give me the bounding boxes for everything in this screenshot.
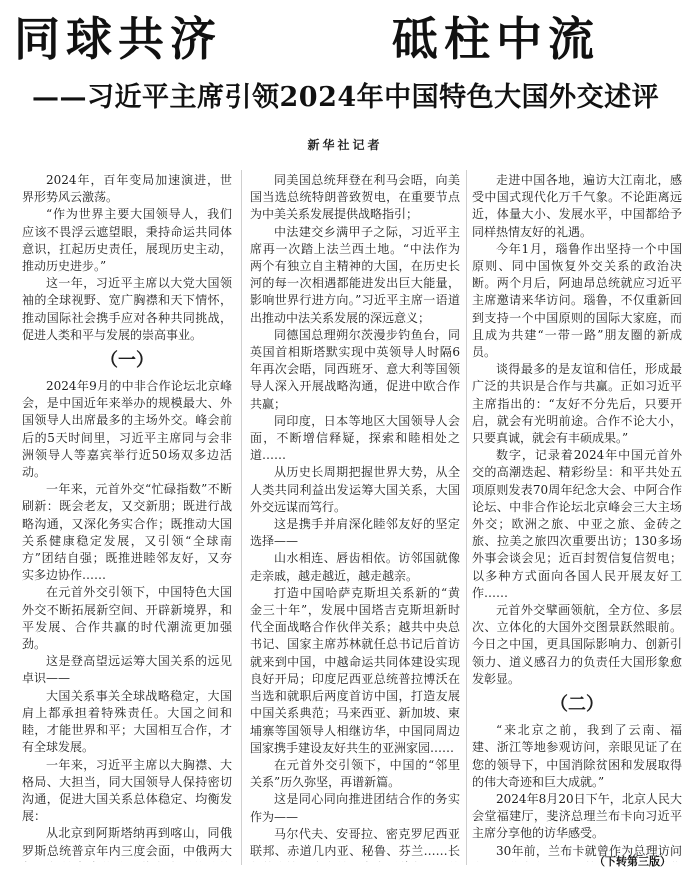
article-column-2 (250, 172, 460, 862)
paragraph: 数字，记录着2024年中国元首外交的高潮迭起、精彩纷呈：和平共处五项原则发表70周年纪念大会、中阿合作论坛、中非合作论坛北京峰会三大主场外交；欧洲之旅、中亚之旅、金砖之旅、拉美之旅四次重要出访；130多场外事会谈会见；近百封贺信复信贺电；以多种方式面向各国人民开展友好工作…… (472, 448, 682, 600)
column-divider (466, 170, 467, 865)
paragraph: 2024年9月的中非合作论坛北京峰会，是中国近年来举办的规模最大、外国领导人出席最多的主场外交。峰会前后的5天时间里，习近平主席同与会非洲领导人等嘉宾举行近50场双多边活动。 (22, 379, 232, 480)
byline: 新华社记者 (307, 138, 383, 152)
paragraph: 马尔代夫、安哥拉、密克罗尼西亚联邦、赤道几内亚、秘鲁、芬兰……长 (250, 826, 460, 858)
paragraph: “来北京之前，我到了云南、福建、浙江等地参观访问，亲眼见证了在您的领导下，中国消除贫困和发展取得的伟大奇迹和巨大成就。” (472, 723, 682, 789)
paragraph: 打造中国哈萨克斯坦关系新的“黄金三十年”，发展中国塔吉克斯坦新时代全面战略合作伙伴关系；越共中央总书记、国家主席苏林就任总书记后首访就来到中国，中越命运共同体建设实现良好开局；印度尼西亚总统普拉博沃在当选和就职后两度首访中国，打造友展中国关系典范；马来西亚、新加坡、柬埔寨等国领导人相继访华，中国同周边国家携手建设友好共生的亚洲家园…… (250, 585, 460, 755)
paragraph: 在元首外交引领下，中国的“邻里关系”历久弥坚，再谱新篇。 (250, 757, 460, 790)
paragraph: 在元首外交引领下，中国特色大国外交不断拓展新空间、开辟新境界，和平发展、合作共赢的时代潮流更加强劲。 (22, 585, 232, 652)
paragraph: “作为世界主要大国领导人，我们应该不畏浮云遮望眼，秉持命运共同体意识，扛起历史责任，展现历史主动，推动历史进步。” (22, 207, 232, 274)
paragraph: 一年来，元首外交“忙碌指数”不断刷新：既会老友，又交新朋；既进行战略沟通，又深化务实合作；既推动大国关系健康稳定发展，又引领“全球南方”团结自强；既推进睦邻友好，又夯实多边协作…… (22, 482, 232, 583)
paragraph: 这是同心同向推进团结合作的务实作为—— (250, 792, 460, 824)
paragraph: 2024年8月20日下午，北京人民大会堂福建厅，斐济总理兰布卡向习近平主席分享他的访华感受。 (472, 791, 682, 841)
section-heading-1: （一） (100, 350, 154, 372)
paragraph: 同美国总统拜登在利马会晤，向美国当选总统特朗普致贺电，在重要节点为中美关系发展提供战略指引； (250, 173, 460, 222)
paragraph: 从北京到阿斯塔纳再到喀山，同俄罗斯总统普京年内三度会面，中俄两大 (22, 826, 232, 858)
paragraph: 今年1月，瑙鲁作出坚持一个中国原则、同中国恢复外交关系的政治决断。两个月后，阿迪昂总统就应习近平主席邀请来华访问。瑙鲁，不仅重新回到支持一个中国原则的国际大家庭，而且成为共建“一带一路”朋友圈的新成员。 (472, 241, 682, 360)
section-heading-2: （二） (550, 694, 604, 716)
paragraph: 同德国总理朔尔茨漫步钓鱼台，同英国首相斯塔默实现中英领导人时隔6年再次会晤，同西班牙、意大利等国领导人深入开展战略沟通，促进中欧合作共赢； (250, 327, 460, 411)
paragraph: 走进中国各地，遍访大江南北，感受中国式现代化万千气象。不论距离远近，体量大小、发展水平，中国都给予同样热情友好的礼遇。 (472, 173, 682, 239)
paragraph: 2024年，百年变局加速演进，世界形势风云激荡。 (22, 173, 232, 205)
paragraph: 谈得最多的是友谊和信任，形成最广泛的共识是合作与共赢。正如习近平主席指出的：“友好不分先后，只要开启，就会有光明前途。合作不论大小，只要真诚，就会有丰硕成果。” (472, 362, 682, 446)
headline (0, 8, 690, 72)
subheadline: ——习近平主席引领2024年中国特色大国外交述评 (32, 82, 660, 113)
paragraph: 这一年，习近平主席以大党大国领袖的全球视野、宽广胸襟和天下情怀，推动国际社会携手应对各种共同挑战，促进人类和平与发展的崇高事业。 (22, 276, 232, 342)
continued-on-page-note: （下转第三版） (594, 855, 671, 868)
column-divider (241, 170, 242, 865)
article-column-3 (472, 172, 682, 862)
paragraph: 中法建交乡满甲子之际，习近平主席再一次踏上法兰西土地。“中法作为两个有独立自主精神的大国，在历史长河的每一次相遇都能进发出巨大能量，影响世界行进方向。”习近平主席一语道出推动中法关系发展的深远意义； (250, 224, 460, 325)
paragraph: 30年前，兰布卡就曾作为总理访问 (496, 843, 682, 858)
paragraph: 同印度，日本等地区大国领导人会面，不断增信释疑，探索和睦相处之道…… (250, 413, 460, 463)
paragraph: 山水相连、唇齿相依。访邻国就像走亲戚，越走越近，越走越亲。 (250, 551, 460, 583)
paragraph: 一年来，习近平主席以大胸襟、大格局、大担当，同大国领导人保持密切沟通，促进大国关系总体稳定、均衡发展： (22, 757, 232, 824)
paragraph: 元首外交擘画领航，全方位、多层次、立体化的大国外交图景跃然眼前。今日之中国，更具国际影响力、创新引领力、道义感召力的负责任大国形象愈发彰显。 (472, 603, 682, 686)
article-column-1 (22, 172, 232, 862)
paragraph: 这是登高望远运筹大国关系的远见卓识—— (22, 654, 232, 686)
headline-left: 同球共济 (14, 12, 222, 66)
headline-right: 砥柱中流 (392, 12, 600, 66)
paragraph: 大国关系事关全球战略稳定，大国肩上都承担着特殊责任。大国之间和睦，才能世界和平；大国相互合作，才有全球发展。 (22, 688, 232, 755)
paragraph: 这是携手并肩深化睦邻友好的坚定选择—— (250, 517, 460, 549)
paragraph: 从历史长周期把握世界大势，从全人类共同利益出发运筹大国关系，大国外交远谋而笃行。 (250, 465, 460, 514)
